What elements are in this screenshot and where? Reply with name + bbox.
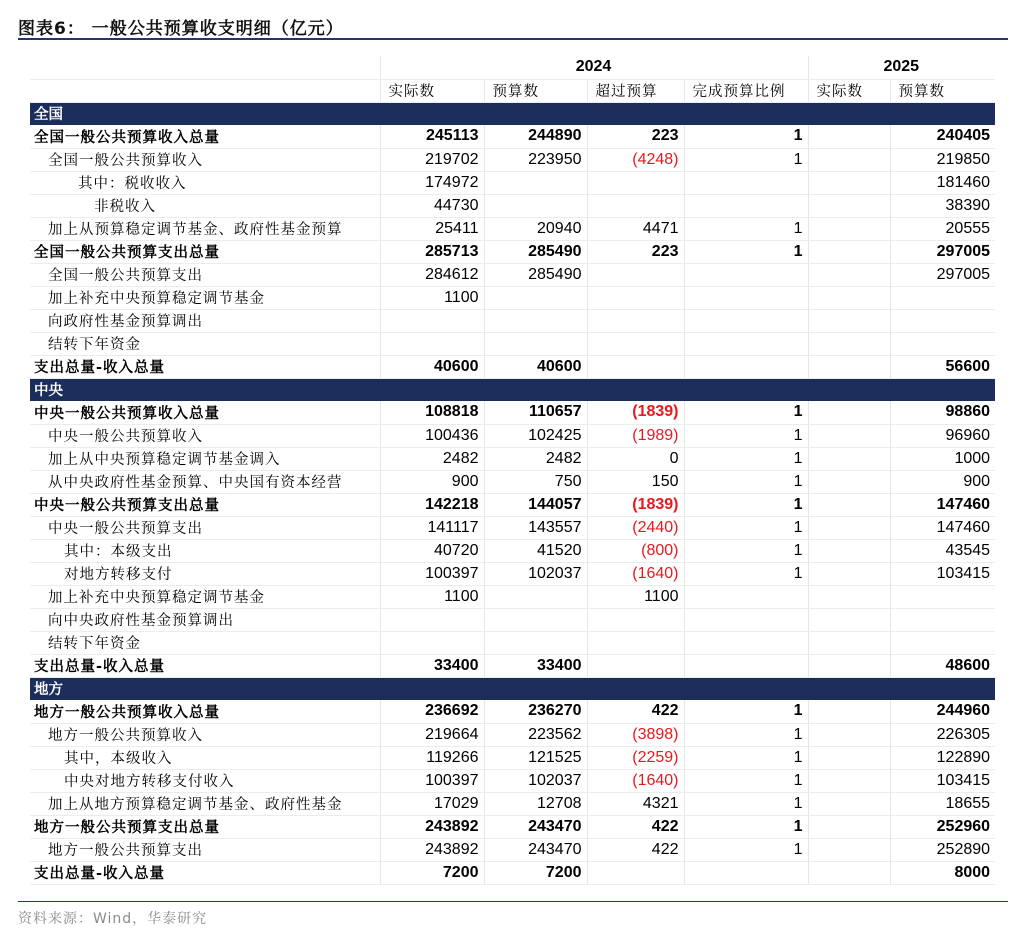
table-cell	[684, 194, 808, 217]
table-cell	[587, 332, 684, 355]
table-row	[30, 838, 995, 861]
column-header-actual-2024: 实际数	[380, 79, 484, 102]
row-label: 中央一般公共预算支出总量	[30, 493, 380, 516]
table-cell: 1	[684, 493, 808, 516]
column-header-row	[30, 79, 995, 102]
section-label: 地方	[30, 677, 995, 700]
table-cell: (1839)	[587, 493, 684, 516]
table-cell	[808, 792, 890, 815]
column-header-budget-2025: 预算数	[890, 79, 995, 102]
table-cell	[380, 631, 484, 654]
table-cell	[484, 585, 587, 608]
table-cell	[808, 861, 890, 884]
table-cell	[484, 286, 587, 309]
row-label: 加上补充中央预算稳定调节基金	[30, 286, 380, 309]
table-cell	[808, 562, 890, 585]
table-cell: 141117	[380, 516, 484, 539]
table-cell	[890, 608, 995, 631]
section-header-row	[30, 378, 995, 401]
row-label: 全国一般公共预算支出	[30, 263, 380, 286]
table-row	[30, 424, 995, 447]
table-cell: 108818	[380, 401, 484, 424]
table-cell	[484, 171, 587, 194]
table-cell: 223950	[484, 148, 587, 171]
table-cell	[808, 815, 890, 838]
table-cell	[380, 608, 484, 631]
table-cell: 18655	[890, 792, 995, 815]
table-cell: 1	[684, 746, 808, 769]
table-cell: 102037	[484, 769, 587, 792]
table-cell: 103415	[890, 769, 995, 792]
table-cell	[587, 631, 684, 654]
row-label: 支出总量-收入总量	[30, 654, 380, 677]
table-cell: 12708	[484, 792, 587, 815]
table-cell: 181460	[890, 171, 995, 194]
table-total-row	[30, 240, 995, 263]
table-row	[30, 746, 995, 769]
table-row	[30, 263, 995, 286]
table-cell	[808, 723, 890, 746]
row-label: 地方一般公共预算支出	[30, 838, 380, 861]
table-cell: (1640)	[587, 769, 684, 792]
row-label: 地方一般公共预算收入总量	[30, 700, 380, 723]
table-cell: 1	[684, 516, 808, 539]
table-cell: 750	[484, 470, 587, 493]
row-label: 加上从中央预算稳定调节基金调入	[30, 447, 380, 470]
table-cell	[808, 608, 890, 631]
table-cell	[484, 194, 587, 217]
row-label: 向中央政府性基金预算调出	[30, 608, 380, 631]
table-cell: 244890	[484, 125, 587, 148]
column-header-blank	[30, 79, 380, 102]
table-cell	[587, 263, 684, 286]
table-cell	[587, 861, 684, 884]
table-cell	[684, 654, 808, 677]
table-cell: 44730	[380, 194, 484, 217]
table-cell: 223	[587, 240, 684, 263]
table-cell: 2482	[484, 447, 587, 470]
table-cell	[808, 631, 890, 654]
table-cell	[587, 355, 684, 378]
row-label: 其中：本级支出	[30, 539, 380, 562]
table-total-row	[30, 125, 995, 148]
column-header-completion-ratio: 完成预算比例	[684, 79, 808, 102]
table-row	[30, 769, 995, 792]
table-row	[30, 631, 995, 654]
table-cell	[684, 332, 808, 355]
table-cell: 297005	[890, 240, 995, 263]
table-cell: 40600	[484, 355, 587, 378]
row-label: 全国一般公共预算支出总量	[30, 240, 380, 263]
budget-table-body	[30, 56, 995, 884]
table-cell: 900	[380, 470, 484, 493]
table-cell	[808, 516, 890, 539]
table-cell	[808, 769, 890, 792]
table-cell: 144057	[484, 493, 587, 516]
table-row	[30, 539, 995, 562]
table-cell: 1	[684, 700, 808, 723]
column-header-over-budget: 超过预算	[587, 79, 684, 102]
table-cell	[890, 309, 995, 332]
figure-title: 图表6： 一般公共预算收支明细（亿元）	[18, 19, 344, 39]
table-cell: 1	[684, 240, 808, 263]
table-cell: 147460	[890, 493, 995, 516]
table-cell: 100397	[380, 769, 484, 792]
table-cell: 223	[587, 125, 684, 148]
table-cell: 1	[684, 769, 808, 792]
table-cell: 142218	[380, 493, 484, 516]
table-cell: 33400	[484, 654, 587, 677]
table-cell: 422	[587, 838, 684, 861]
table-cell	[380, 332, 484, 355]
table-cell: 33400	[380, 654, 484, 677]
table-cell	[890, 631, 995, 654]
table-cell	[808, 217, 890, 240]
table-cell: 252960	[890, 815, 995, 838]
table-cell: 422	[587, 700, 684, 723]
table-cell: 219702	[380, 148, 484, 171]
table-cell: 243892	[380, 815, 484, 838]
table-row	[30, 608, 995, 631]
table-cell	[684, 355, 808, 378]
table-cell: 1	[684, 815, 808, 838]
table-total-row	[30, 355, 995, 378]
table-total-row	[30, 654, 995, 677]
table-cell: 7200	[380, 861, 484, 884]
row-label: 其中，本级收入	[30, 746, 380, 769]
table-cell: 244960	[890, 700, 995, 723]
table-cell: 1000	[890, 447, 995, 470]
table-cell	[587, 608, 684, 631]
table-cell	[684, 263, 808, 286]
table-cell: 1	[684, 838, 808, 861]
table-cell	[484, 608, 587, 631]
budget-table-container	[30, 56, 995, 885]
table-cell: 422	[587, 815, 684, 838]
row-label: 支出总量-收入总量	[30, 861, 380, 884]
table-cell: 4471	[587, 217, 684, 240]
table-cell	[808, 585, 890, 608]
column-header-actual-2025: 实际数	[808, 79, 890, 102]
table-cell	[808, 700, 890, 723]
table-cell: 100436	[380, 424, 484, 447]
table-row	[30, 148, 995, 171]
table-cell: 121525	[484, 746, 587, 769]
table-cell	[684, 286, 808, 309]
table-cell	[808, 539, 890, 562]
table-cell	[380, 309, 484, 332]
table-cell	[808, 493, 890, 516]
table-cell: 252890	[890, 838, 995, 861]
table-cell: 1	[684, 148, 808, 171]
table-cell	[808, 125, 890, 148]
table-cell	[684, 585, 808, 608]
table-cell	[808, 194, 890, 217]
table-cell	[808, 401, 890, 424]
table-cell	[587, 171, 684, 194]
table-cell	[808, 263, 890, 286]
table-row	[30, 792, 995, 815]
table-total-row	[30, 815, 995, 838]
table-cell: (800)	[587, 539, 684, 562]
table-cell	[808, 355, 890, 378]
table-cell: 38390	[890, 194, 995, 217]
table-cell	[484, 332, 587, 355]
table-cell	[587, 654, 684, 677]
year-header-blank	[30, 56, 380, 79]
table-row	[30, 470, 995, 493]
table-cell	[808, 838, 890, 861]
row-label: 向政府性基金预算调出	[30, 309, 380, 332]
table-cell: 102037	[484, 562, 587, 585]
table-row	[30, 171, 995, 194]
table-cell: 226305	[890, 723, 995, 746]
table-cell: 56600	[890, 355, 995, 378]
table-cell: 1	[684, 125, 808, 148]
source-note: 资料来源：Wind，华泰研究	[18, 911, 208, 927]
table-cell: 0	[587, 447, 684, 470]
table-cell: 297005	[890, 263, 995, 286]
title-divider	[18, 38, 1008, 40]
table-cell: 43545	[890, 539, 995, 562]
table-cell: 285713	[380, 240, 484, 263]
section-label: 中央	[30, 378, 995, 401]
table-cell: 243470	[484, 838, 587, 861]
table-total-row	[30, 700, 995, 723]
table-cell	[587, 194, 684, 217]
table-cell: 122890	[890, 746, 995, 769]
table-cell: 98860	[890, 401, 995, 424]
table-cell: 1	[684, 539, 808, 562]
table-cell	[808, 309, 890, 332]
table-row	[30, 723, 995, 746]
table-row	[30, 332, 995, 355]
row-label: 中央一般公共预算收入总量	[30, 401, 380, 424]
table-cell	[808, 148, 890, 171]
row-label: 全国一般公共预算收入总量	[30, 125, 380, 148]
table-row	[30, 217, 995, 240]
table-cell	[684, 608, 808, 631]
row-label: 地方一般公共预算支出总量	[30, 815, 380, 838]
table-cell	[808, 424, 890, 447]
table-cell: 20555	[890, 217, 995, 240]
table-cell: 1	[684, 447, 808, 470]
table-row	[30, 286, 995, 309]
row-label: 全国一般公共预算收入	[30, 148, 380, 171]
table-cell: 219664	[380, 723, 484, 746]
table-cell: 40720	[380, 539, 484, 562]
section-label: 全国	[30, 102, 995, 125]
table-cell: 245113	[380, 125, 484, 148]
budget-table	[30, 56, 995, 885]
table-cell: (1989)	[587, 424, 684, 447]
row-label: 加上从预算稳定调节基金、政府性基金预算	[30, 217, 380, 240]
table-cell: 284612	[380, 263, 484, 286]
section-header-row	[30, 102, 995, 125]
table-cell: 1	[684, 217, 808, 240]
table-cell	[808, 240, 890, 263]
table-total-row	[30, 401, 995, 424]
table-cell	[808, 746, 890, 769]
table-cell: 219850	[890, 148, 995, 171]
table-cell: 1	[684, 470, 808, 493]
table-cell: 1	[684, 424, 808, 447]
table-cell: 17029	[380, 792, 484, 815]
table-cell: 243892	[380, 838, 484, 861]
table-cell	[684, 309, 808, 332]
table-cell	[684, 631, 808, 654]
table-row	[30, 194, 995, 217]
row-label: 非税收入	[30, 194, 380, 217]
table-cell: 48600	[890, 654, 995, 677]
table-cell: 103415	[890, 562, 995, 585]
table-cell	[808, 447, 890, 470]
table-cell: (1640)	[587, 562, 684, 585]
table-cell: 900	[890, 470, 995, 493]
table-cell: 102425	[484, 424, 587, 447]
table-cell: 110657	[484, 401, 587, 424]
table-cell	[484, 309, 587, 332]
row-label: 中央对地方转移支付收入	[30, 769, 380, 792]
table-cell	[890, 585, 995, 608]
section-header-row	[30, 677, 995, 700]
table-row	[30, 562, 995, 585]
row-label: 结转下年资金	[30, 332, 380, 355]
row-label: 结转下年资金	[30, 631, 380, 654]
table-cell: 243470	[484, 815, 587, 838]
table-cell: 40600	[380, 355, 484, 378]
table-cell	[808, 470, 890, 493]
table-cell: 1	[684, 401, 808, 424]
table-row	[30, 585, 995, 608]
table-cell: 20940	[484, 217, 587, 240]
table-cell	[808, 332, 890, 355]
table-total-row	[30, 493, 995, 516]
table-cell	[587, 286, 684, 309]
table-cell: (2259)	[587, 746, 684, 769]
row-label: 对地方转移支付	[30, 562, 380, 585]
table-cell: (1839)	[587, 401, 684, 424]
table-cell	[684, 171, 808, 194]
table-cell: (4248)	[587, 148, 684, 171]
row-label: 从中央政府性基金预算、中央国有资本经营	[30, 470, 380, 493]
row-label: 支出总量-收入总量	[30, 355, 380, 378]
row-label: 地方一般公共预算收入	[30, 723, 380, 746]
table-cell: 285490	[484, 263, 587, 286]
table-cell	[808, 654, 890, 677]
table-cell	[684, 861, 808, 884]
table-cell: 2482	[380, 447, 484, 470]
table-cell: 147460	[890, 516, 995, 539]
table-cell: 236270	[484, 700, 587, 723]
table-cell: 8000	[890, 861, 995, 884]
footer-divider	[18, 901, 1008, 902]
table-cell: 100397	[380, 562, 484, 585]
table-cell: 41520	[484, 539, 587, 562]
table-cell: 1100	[380, 286, 484, 309]
table-cell: 1100	[380, 585, 484, 608]
table-cell: 1	[684, 562, 808, 585]
table-cell	[808, 286, 890, 309]
table-cell: 119266	[380, 746, 484, 769]
table-cell	[484, 631, 587, 654]
table-cell: 236692	[380, 700, 484, 723]
row-label: 中央一般公共预算支出	[30, 516, 380, 539]
table-cell	[890, 286, 995, 309]
table-cell: 150	[587, 470, 684, 493]
table-cell: 1100	[587, 585, 684, 608]
year-header-2024: 2024	[380, 56, 808, 79]
table-cell: 223562	[484, 723, 587, 746]
row-label: 加上补充中央预算稳定调节基金	[30, 585, 380, 608]
table-cell: 25411	[380, 217, 484, 240]
table-cell: 174972	[380, 171, 484, 194]
table-cell	[808, 171, 890, 194]
row-label: 中央一般公共预算收入	[30, 424, 380, 447]
table-cell: 285490	[484, 240, 587, 263]
table-cell: 96960	[890, 424, 995, 447]
table-cell	[890, 332, 995, 355]
table-row	[30, 447, 995, 470]
year-header-2025: 2025	[808, 56, 995, 79]
table-row	[30, 309, 995, 332]
table-cell: 7200	[484, 861, 587, 884]
table-cell: (2440)	[587, 516, 684, 539]
table-cell: 1	[684, 792, 808, 815]
table-total-row	[30, 861, 995, 884]
table-row	[30, 516, 995, 539]
year-header-row	[30, 56, 995, 79]
table-cell: 240405	[890, 125, 995, 148]
column-header-budget-2024: 预算数	[484, 79, 587, 102]
row-label: 加上从地方预算稳定调节基金、政府性基金	[30, 792, 380, 815]
table-cell	[587, 309, 684, 332]
table-cell: 143557	[484, 516, 587, 539]
row-label: 其中：税收收入	[30, 171, 380, 194]
table-cell: 1	[684, 723, 808, 746]
table-cell: (3898)	[587, 723, 684, 746]
table-cell: 4321	[587, 792, 684, 815]
